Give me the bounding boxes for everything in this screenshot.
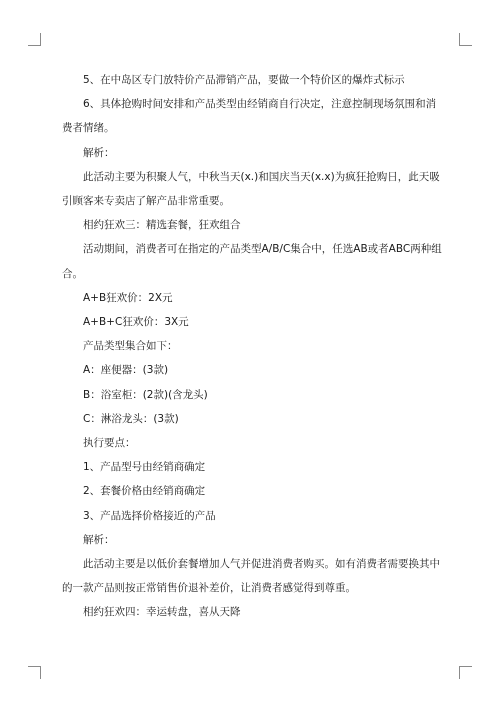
paragraph: A：座便器：(3款) xyxy=(83,364,169,377)
paragraph: 2、套餐价格由经销商确定 xyxy=(83,485,206,498)
paragraph: 1、产品型号由经销商确定 xyxy=(83,461,206,474)
paragraph: 5、在中岛区专门放特价产品滞销产品，要做一个特价区的爆炸式标示 xyxy=(83,74,405,86)
document-body xyxy=(62,68,442,625)
section-heading: 相约狂欢四：幸运转盘，喜从天降 xyxy=(83,606,241,619)
crop-mark-top-right xyxy=(459,33,472,46)
paragraph: 解析： xyxy=(83,146,115,159)
crop-mark-bottom-left xyxy=(28,666,41,679)
paragraph: 解析： xyxy=(83,533,115,546)
paragraph: 执行要点： xyxy=(83,437,136,450)
section-heading: 相约狂欢三：精选套餐，狂欢组合 xyxy=(83,219,241,232)
paragraph: C：淋浴龙头：(3款) xyxy=(83,412,179,425)
paragraph: A+B+C狂欢价：3X元 xyxy=(83,316,189,329)
paragraph: 此活动主要为积聚人气，中秋当天(x.)和国庆当天(x.x)为疯狂抢购日，此天吸引顾客来专卖店了解产品非常重要。 xyxy=(62,170,440,208)
paragraph: 产品类型集合如下： xyxy=(83,340,178,353)
paragraph: B：浴室柜：(2款)(含龙头) xyxy=(83,388,208,401)
paragraph: 3、产品选择价格接近的产品 xyxy=(83,509,216,522)
paragraph: 6、具体抢购时间安排和产品类型由经销商自行决定，注意控制现场氛围和消费者情绪。 xyxy=(62,98,437,135)
paragraph: 活动期间，消费者可在指定的产品类型A/B/C集合中，任选AB或者ABC两种组合。 xyxy=(62,243,442,280)
crop-mark-bottom-right xyxy=(459,666,472,679)
paragraph: A+B狂欢价：2X元 xyxy=(83,291,173,304)
paragraph: 此活动主要是以低价套餐增加人气并促进消费者购买。如有消费者需要换其中的一款产品则按正常销售价退补差价，让消费者感觉得到尊重。 xyxy=(62,558,440,595)
crop-mark-top-left xyxy=(28,33,41,46)
